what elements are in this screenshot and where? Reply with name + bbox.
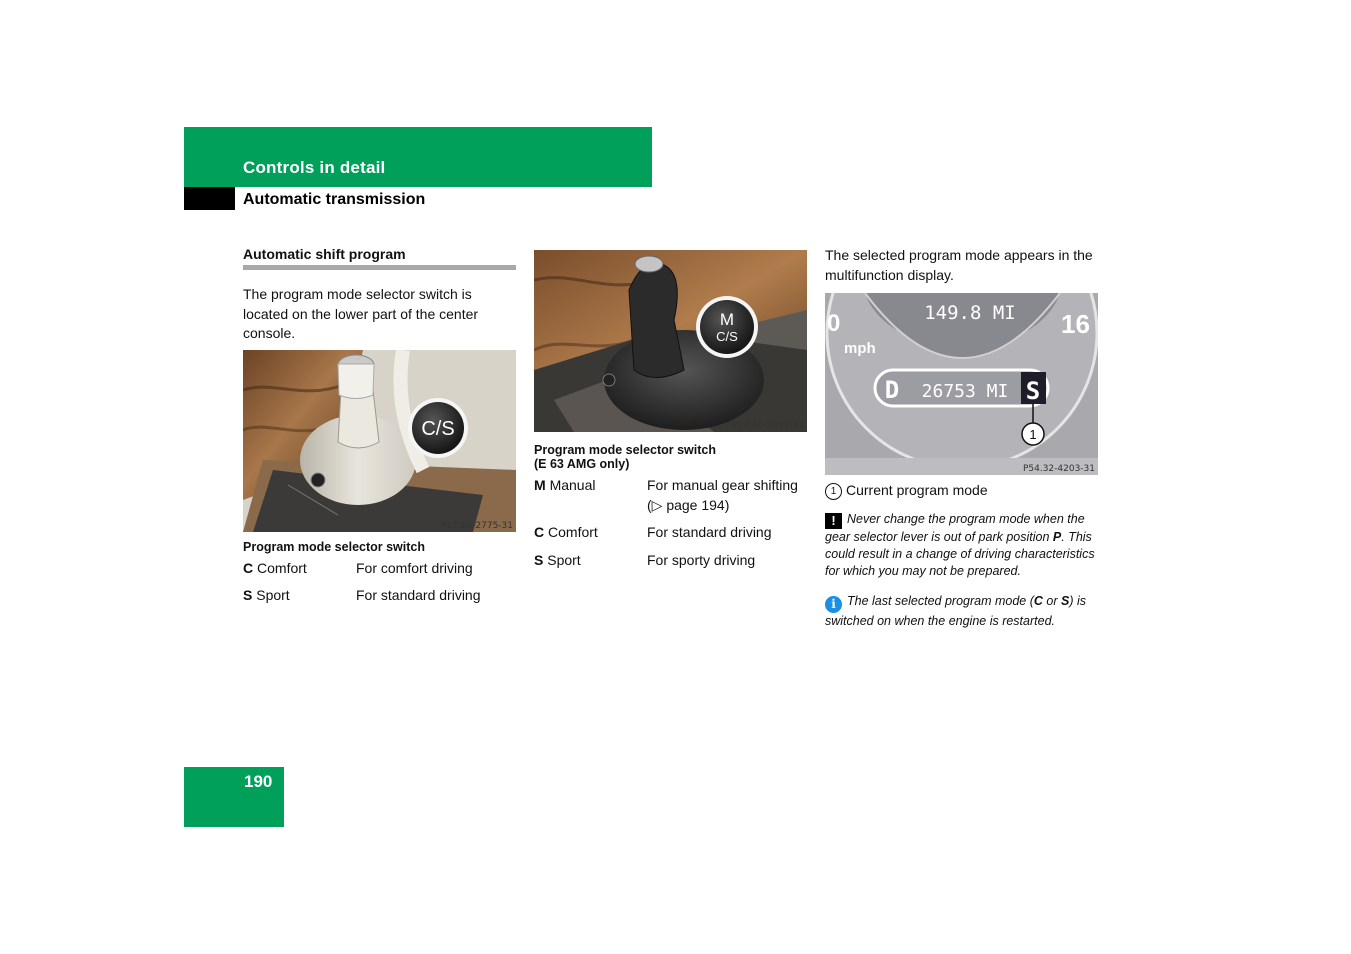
mode-key: M [534,477,546,493]
section-title: Controls in detail [243,158,386,177]
legend-text: Current program mode [846,482,988,498]
info-text: or [1042,593,1061,608]
warning-text: . This could result in a change of driving characteristics for which you may not be prepared. [825,529,1095,578]
table-row [534,476,807,523]
cs-button-label: C/S [421,417,455,440]
odometer-readout: 26753 MI [921,381,1009,402]
mode-key: C [243,559,254,576]
mode-description: For manual gear shifting [647,477,798,493]
speed-scale-right: 16 [1061,309,1090,339]
mode-name: Comfort [257,559,307,576]
info-emphasis: S [1060,593,1070,608]
mode-key: S [534,551,544,568]
figure-caption: Program mode selector switch [243,539,426,554]
multifunction-display-illustration [825,293,1098,475]
intro-text: The program mode selector switch is located on the lower part of the center console. [243,286,479,341]
image-reference: P54.32-4203-31 [1022,464,1095,474]
mode-key: S [243,587,253,603]
table-row [243,559,516,587]
intro-text: The selected program mode appears in the multifunction display. [825,247,1093,283]
speed-unit: mph [844,340,876,357]
gear-indicator: D [884,376,900,404]
gear-lever-illustration [243,350,516,532]
info-text: ) is switched on when the engine is restarted. [825,593,1086,628]
figure-caption [534,443,807,471]
header-band [184,127,652,187]
mode-description: For sporty driving [647,551,756,568]
mode-description: For standard driving [356,587,481,603]
column-1 [243,246,516,614]
mode-table [243,559,516,614]
mode-table [534,476,807,578]
caption-line: (E 63 AMG only) [534,457,630,471]
mode-description: For comfort driving [356,559,473,576]
header-marker [184,187,235,210]
mode-key: C [534,524,545,540]
image-reference: P27.60-2775-31 [440,520,513,531]
trip-readout: 149.8 MI [924,302,1016,324]
m-button-label: M [719,310,735,329]
page-reference: (▷ page 194) [647,496,730,513]
section-subtitle: Automatic transmission [243,191,426,208]
mode-name: Comfort [548,524,598,540]
mode-name: Sport [256,587,290,603]
table-row [534,523,807,551]
subsection-heading: Automatic shift program [243,246,516,270]
mode-name: Manual [549,477,596,493]
selector-switch-photo [243,350,516,532]
warning-text: Never change the program mode when the gear selector lever is out of park position [825,511,1085,544]
speed-scale-left: 0 [827,310,841,337]
info-note [825,593,1098,630]
mode-description: For standard driving [647,524,772,540]
warning-note [825,511,1098,580]
callout-number: 1 [1029,427,1037,442]
program-mode-indicator: S [1025,377,1041,405]
legend-item [825,481,1098,501]
image-reference: P27.60-2853-31 [731,421,804,431]
table-row [534,551,807,579]
column-2 [534,250,807,578]
cs-button-label: C/S [716,329,738,344]
legend-number: 1 [825,483,842,500]
column-3 [825,246,1098,630]
info-icon: i [825,596,842,613]
warning-icon: ! [825,513,842,529]
amg-selector-switch-photo [534,250,807,432]
amg-gear-lever-illustration [534,250,807,432]
multifunction-display-photo [825,293,1098,475]
caption-line: Program mode selector switch [534,443,717,457]
page-number: 190 [244,772,273,791]
warning-emphasis: P [1052,529,1062,544]
info-text: The last selected program mode ( [847,593,1034,608]
mode-name: Sport [547,551,581,568]
table-row [243,586,516,614]
info-emphasis: C [1033,593,1043,608]
